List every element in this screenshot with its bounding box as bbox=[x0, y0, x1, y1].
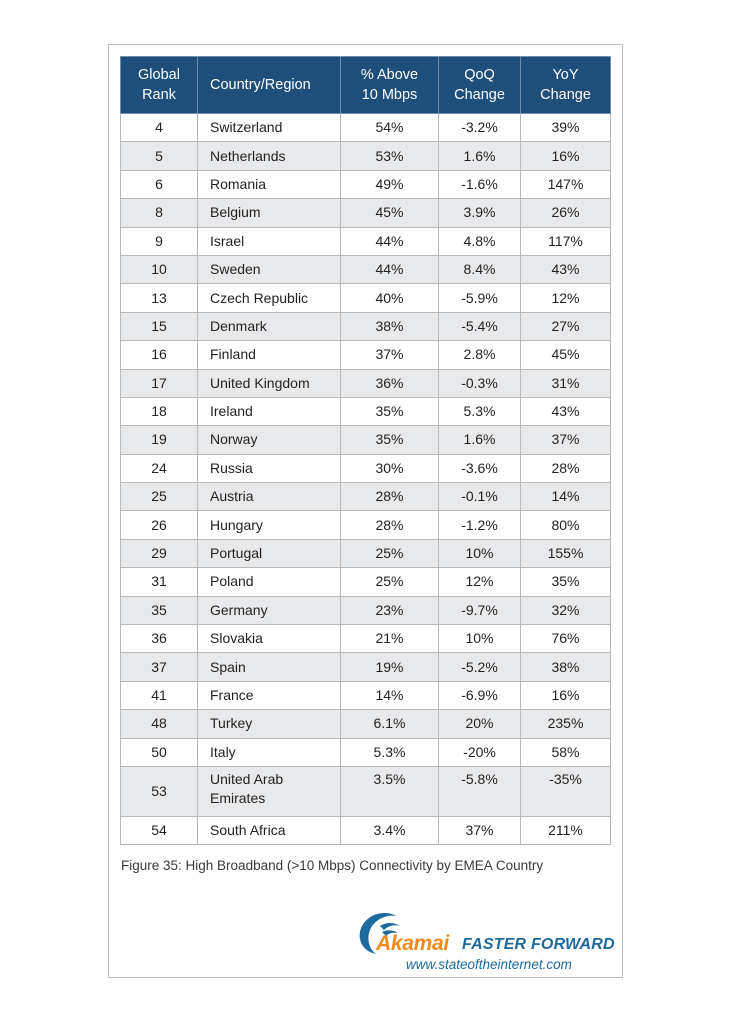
figure-caption: Figure 35: High Broadband (>10 Mbps) Connectivity by EMEA Country bbox=[121, 858, 544, 873]
above-10mbps-cell: 19% bbox=[341, 653, 439, 681]
country-cell: Denmark bbox=[198, 312, 341, 340]
rank-cell: 13 bbox=[121, 284, 198, 312]
qoq-change-cell: 5.3% bbox=[439, 397, 521, 425]
above-10mbps-cell: 35% bbox=[341, 397, 439, 425]
country-cell: Sweden bbox=[198, 255, 341, 283]
above-10mbps-cell: 38% bbox=[341, 312, 439, 340]
table-header bbox=[121, 57, 611, 114]
above-10mbps-cell: 40% bbox=[341, 284, 439, 312]
qoq-change-cell: 3.9% bbox=[439, 199, 521, 227]
qoq-change-cell: -3.2% bbox=[439, 114, 521, 142]
above-10mbps-cell: 44% bbox=[341, 255, 439, 283]
table-row bbox=[121, 454, 611, 482]
country-cell: Italy bbox=[198, 738, 341, 766]
rank-cell: 18 bbox=[121, 397, 198, 425]
yoy-change-cell: 147% bbox=[521, 170, 611, 198]
header-above-10mbps bbox=[341, 57, 439, 114]
above-10mbps-cell: 45% bbox=[341, 199, 439, 227]
above-10mbps-cell: 36% bbox=[341, 369, 439, 397]
header-above-line1: % Above bbox=[360, 67, 419, 83]
table-row bbox=[121, 596, 611, 624]
country-cell: Switzerland bbox=[198, 114, 341, 142]
country-cell: Austria bbox=[198, 483, 341, 511]
qoq-change-cell: -0.3% bbox=[439, 369, 521, 397]
yoy-change-cell: 58% bbox=[521, 738, 611, 766]
rank-cell: 16 bbox=[121, 341, 198, 369]
rank-cell: 17 bbox=[121, 369, 198, 397]
above-10mbps-cell: 54% bbox=[341, 114, 439, 142]
header-above-line2: 10 Mbps bbox=[361, 87, 418, 103]
above-10mbps-cell: 28% bbox=[341, 483, 439, 511]
yoy-change-cell: 38% bbox=[521, 653, 611, 681]
above-10mbps-cell: 3.5% bbox=[341, 766, 439, 816]
qoq-change-cell: 10% bbox=[439, 625, 521, 653]
rank-cell: 48 bbox=[121, 710, 198, 738]
qoq-change-cell: 1.6% bbox=[439, 426, 521, 454]
above-10mbps-cell: 49% bbox=[341, 170, 439, 198]
rank-cell: 29 bbox=[121, 539, 198, 567]
rank-cell: 26 bbox=[121, 511, 198, 539]
yoy-change-cell: 39% bbox=[521, 114, 611, 142]
above-10mbps-cell: 25% bbox=[341, 539, 439, 567]
qoq-change-cell: 1.6% bbox=[439, 142, 521, 170]
rank-cell: 6 bbox=[121, 170, 198, 198]
yoy-change-cell: 43% bbox=[521, 397, 611, 425]
rank-cell: 41 bbox=[121, 681, 198, 709]
header-country bbox=[198, 57, 341, 114]
yoy-change-cell: 31% bbox=[521, 369, 611, 397]
rank-cell: 24 bbox=[121, 454, 198, 482]
qoq-change-cell: -9.7% bbox=[439, 596, 521, 624]
yoy-change-cell: 14% bbox=[521, 483, 611, 511]
rank-cell: 10 bbox=[121, 255, 198, 283]
country-cell: Russia bbox=[198, 454, 341, 482]
header-qoq-line1: QoQ bbox=[464, 67, 495, 83]
above-10mbps-cell: 5.3% bbox=[341, 738, 439, 766]
qoq-change-cell: 20% bbox=[439, 710, 521, 738]
qoq-change-cell: 2.8% bbox=[439, 341, 521, 369]
header-yoy-line1: YoY bbox=[552, 67, 579, 83]
header-yoy-change bbox=[521, 57, 611, 114]
above-10mbps-cell: 44% bbox=[341, 227, 439, 255]
qoq-change-cell: -1.6% bbox=[439, 170, 521, 198]
yoy-change-cell: 16% bbox=[521, 681, 611, 709]
yoy-change-cell: 27% bbox=[521, 312, 611, 340]
rank-cell: 15 bbox=[121, 312, 198, 340]
table-body bbox=[121, 114, 611, 845]
above-10mbps-cell: 53% bbox=[341, 142, 439, 170]
country-cell: Poland bbox=[198, 568, 341, 596]
yoy-change-cell: 43% bbox=[521, 255, 611, 283]
rank-cell: 9 bbox=[121, 227, 198, 255]
table-row bbox=[121, 766, 611, 816]
above-10mbps-cell: 30% bbox=[341, 454, 439, 482]
country-cell: Germany bbox=[198, 596, 341, 624]
table-row bbox=[121, 114, 611, 142]
country-cell: South Africa bbox=[198, 816, 341, 844]
country-cell: Belgium bbox=[198, 199, 341, 227]
yoy-change-cell: 155% bbox=[521, 539, 611, 567]
table-row bbox=[121, 710, 611, 738]
yoy-change-cell: 16% bbox=[521, 142, 611, 170]
rank-cell: 4 bbox=[121, 114, 198, 142]
table-row bbox=[121, 816, 611, 844]
rank-cell: 8 bbox=[121, 199, 198, 227]
yoy-change-cell: 235% bbox=[521, 710, 611, 738]
above-10mbps-cell: 35% bbox=[341, 426, 439, 454]
table-row bbox=[121, 738, 611, 766]
yoy-change-cell: 117% bbox=[521, 227, 611, 255]
table-row bbox=[121, 483, 611, 511]
yoy-change-cell: 80% bbox=[521, 511, 611, 539]
table-row bbox=[121, 539, 611, 567]
yoy-change-cell: 26% bbox=[521, 199, 611, 227]
connectivity-table bbox=[120, 56, 611, 845]
country-cell: Slovakia bbox=[198, 625, 341, 653]
rank-cell: 25 bbox=[121, 483, 198, 511]
qoq-change-cell: 10% bbox=[439, 539, 521, 567]
akamai-brand-name: Akamai bbox=[376, 932, 449, 955]
header-row bbox=[121, 57, 611, 114]
country-cell: France bbox=[198, 681, 341, 709]
header-country-label: Country/Region bbox=[210, 77, 311, 93]
country-cell: Romania bbox=[198, 170, 341, 198]
state-of-internet-url[interactable]: www.stateoftheinternet.com bbox=[406, 957, 572, 972]
country-cell: Czech Republic bbox=[198, 284, 341, 312]
qoq-change-cell: -5.8% bbox=[439, 766, 521, 816]
qoq-change-cell: 8.4% bbox=[439, 255, 521, 283]
qoq-change-cell: 4.8% bbox=[439, 227, 521, 255]
country-cell: Spain bbox=[198, 653, 341, 681]
qoq-change-cell: -1.2% bbox=[439, 511, 521, 539]
country-cell: Portugal bbox=[198, 539, 341, 567]
qoq-change-cell: 37% bbox=[439, 816, 521, 844]
yoy-change-cell: 37% bbox=[521, 426, 611, 454]
yoy-change-cell: 28% bbox=[521, 454, 611, 482]
country-cell: United Arab Emirates bbox=[198, 766, 341, 816]
yoy-change-cell: 211% bbox=[521, 816, 611, 844]
qoq-change-cell: -5.4% bbox=[439, 312, 521, 340]
above-10mbps-cell: 23% bbox=[341, 596, 439, 624]
above-10mbps-cell: 28% bbox=[341, 511, 439, 539]
country-cell: Netherlands bbox=[198, 142, 341, 170]
country-cell: Ireland bbox=[198, 397, 341, 425]
table-row bbox=[121, 568, 611, 596]
country-cell: Hungary bbox=[198, 511, 341, 539]
yoy-change-cell: 45% bbox=[521, 341, 611, 369]
akamai-tagline: FASTER FORWARD bbox=[462, 936, 615, 953]
above-10mbps-cell: 37% bbox=[341, 341, 439, 369]
table-row bbox=[121, 369, 611, 397]
rank-cell: 35 bbox=[121, 596, 198, 624]
qoq-change-cell: -6.9% bbox=[439, 681, 521, 709]
header-global-rank bbox=[121, 57, 198, 114]
table-row bbox=[121, 312, 611, 340]
rank-cell: 31 bbox=[121, 568, 198, 596]
yoy-change-cell: 35% bbox=[521, 568, 611, 596]
qoq-change-cell: -5.9% bbox=[439, 284, 521, 312]
table-row bbox=[121, 227, 611, 255]
table-row bbox=[121, 199, 611, 227]
table-row bbox=[121, 681, 611, 709]
rank-cell: 54 bbox=[121, 816, 198, 844]
table-row bbox=[121, 397, 611, 425]
above-10mbps-cell: 3.4% bbox=[341, 816, 439, 844]
table-row bbox=[121, 284, 611, 312]
above-10mbps-cell: 21% bbox=[341, 625, 439, 653]
country-cell: Norway bbox=[198, 426, 341, 454]
yoy-change-cell: 32% bbox=[521, 596, 611, 624]
yoy-change-cell: 12% bbox=[521, 284, 611, 312]
header-qoq-line2: Change bbox=[454, 87, 505, 103]
rank-cell: 50 bbox=[121, 738, 198, 766]
country-cell: Turkey bbox=[198, 710, 341, 738]
rank-cell: 19 bbox=[121, 426, 198, 454]
yoy-change-cell: 76% bbox=[521, 625, 611, 653]
qoq-change-cell: -5.2% bbox=[439, 653, 521, 681]
rank-cell: 36 bbox=[121, 625, 198, 653]
rank-cell: 37 bbox=[121, 653, 198, 681]
yoy-change-cell: -35% bbox=[521, 766, 611, 816]
akamai-logo bbox=[350, 910, 615, 970]
table-row bbox=[121, 142, 611, 170]
table-row bbox=[121, 426, 611, 454]
header-rank-line1: Global bbox=[138, 67, 180, 83]
qoq-change-cell: -3.6% bbox=[439, 454, 521, 482]
qoq-change-cell: -0.1% bbox=[439, 483, 521, 511]
header-rank-line2: Rank bbox=[142, 87, 176, 103]
country-cell: Israel bbox=[198, 227, 341, 255]
header-qoq-change bbox=[439, 57, 521, 114]
table-row bbox=[121, 341, 611, 369]
country-cell: United Kingdom bbox=[198, 369, 341, 397]
qoq-change-cell: 12% bbox=[439, 568, 521, 596]
table-row bbox=[121, 255, 611, 283]
above-10mbps-cell: 6.1% bbox=[341, 710, 439, 738]
table-row bbox=[121, 625, 611, 653]
qoq-change-cell: -20% bbox=[439, 738, 521, 766]
table-row bbox=[121, 511, 611, 539]
country-cell: Finland bbox=[198, 341, 341, 369]
rank-cell: 53 bbox=[121, 766, 198, 816]
above-10mbps-cell: 14% bbox=[341, 681, 439, 709]
rank-cell: 5 bbox=[121, 142, 198, 170]
table-row bbox=[121, 170, 611, 198]
header-yoy-line2: Change bbox=[540, 87, 591, 103]
above-10mbps-cell: 25% bbox=[341, 568, 439, 596]
table-row bbox=[121, 653, 611, 681]
